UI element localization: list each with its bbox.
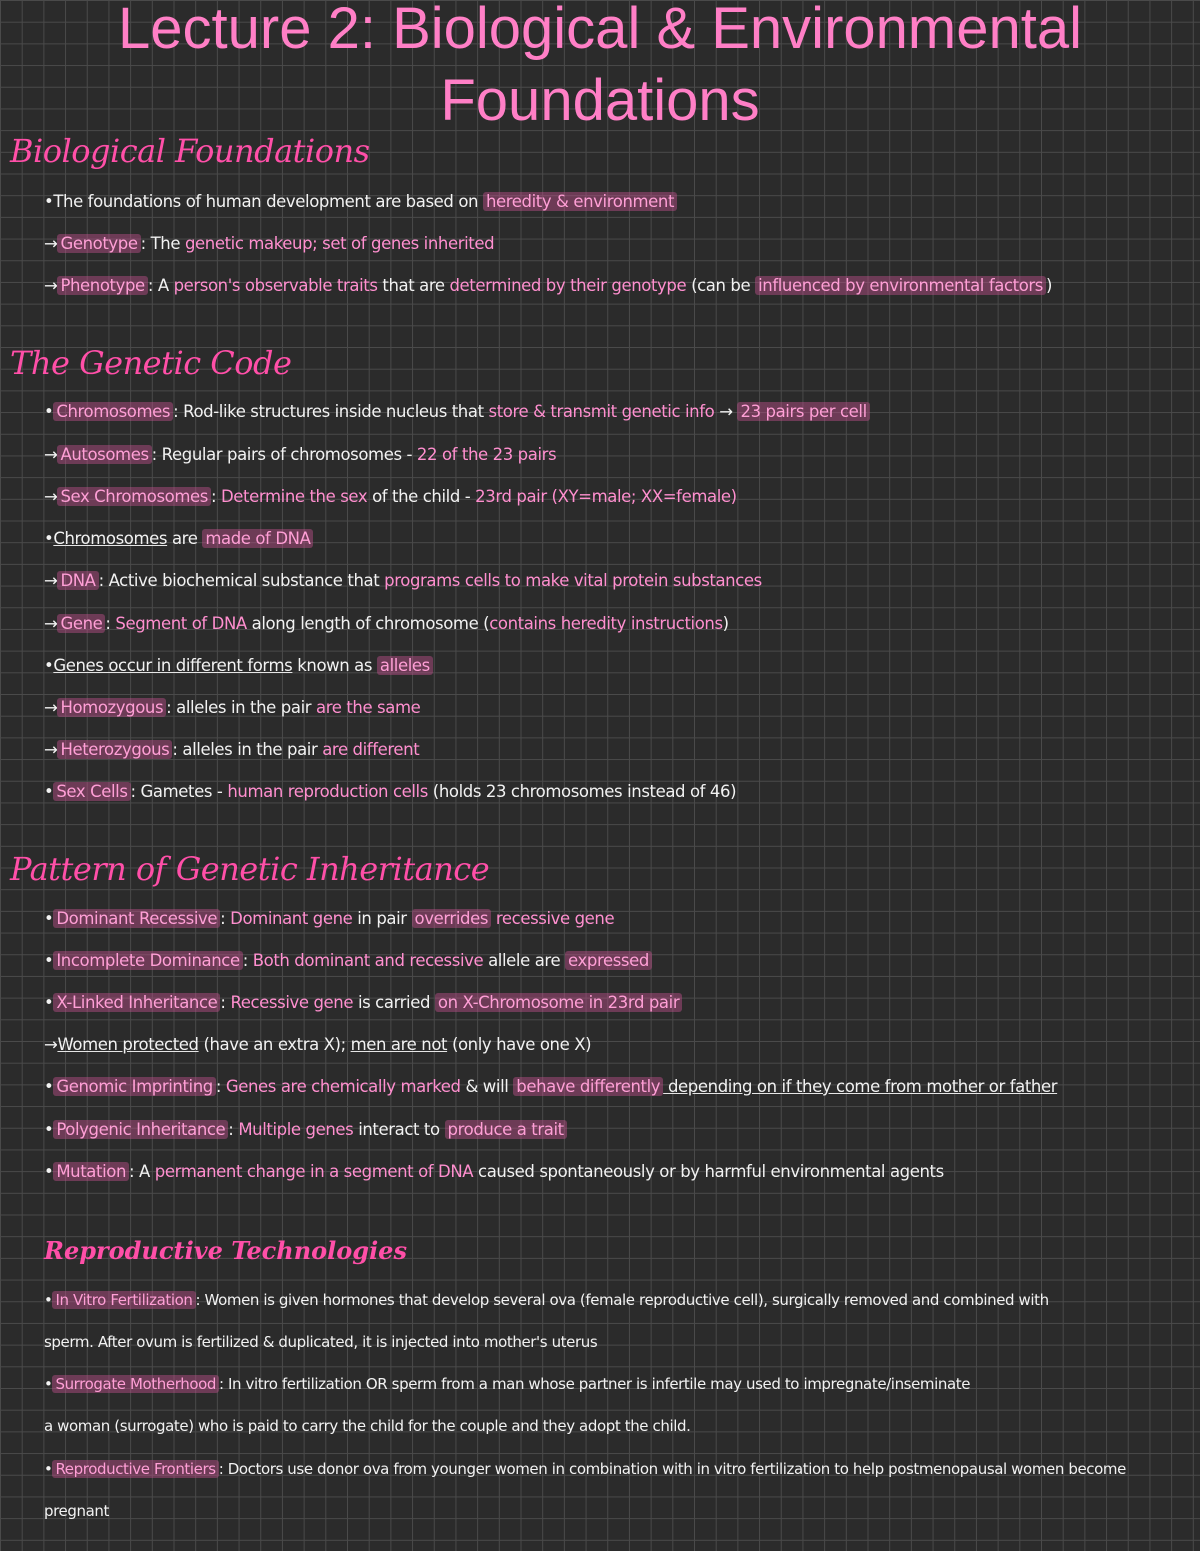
note-text: : A [147, 276, 174, 295]
note-line [44, 696, 1180, 720]
note-text: ) [1045, 276, 1053, 295]
note-emphasis: recessive gene [491, 909, 615, 928]
note-text: & will [460, 1077, 514, 1096]
note-highlight: behave differently [513, 1077, 663, 1096]
note-emphasis: Determine the sex [220, 487, 368, 506]
note-text: : [220, 993, 231, 1012]
note-line [44, 274, 1180, 298]
note-text: : A [129, 1162, 155, 1181]
arrow: → [44, 276, 58, 295]
note-emphasis: store & transmit genetic info [488, 402, 715, 421]
bullet: • [44, 656, 54, 675]
note-highlight: influenced by environmental factors [755, 276, 1046, 295]
arrow: → [44, 234, 58, 253]
term-autosomes: Autosomes [57, 445, 151, 464]
term-heterozygous: Heterozygous [57, 740, 172, 759]
note-text: a woman (surrogate) who is paid to carry the child for the couple and they adopt the child. [44, 1417, 691, 1435]
note-emphasis: contains heredity instructions [489, 614, 723, 633]
note-text: : alleles in the pair [172, 740, 323, 759]
note-text: (can be [686, 276, 756, 295]
note-emphasis: 23rd pair (XY=male; XX=female) [475, 487, 737, 506]
note-underlined: Chromosomes [53, 529, 168, 548]
note-underlined: Genes occur in different forms [53, 656, 293, 675]
section-heading-inheritance: Pattern of Genetic Inheritance [10, 850, 490, 888]
term-ivf: In Vitro Fertilization [52, 1291, 195, 1309]
bullet: • [44, 402, 54, 421]
term-sex-chromosomes: Sex Chromosomes [57, 487, 211, 506]
note-text: pregnant [44, 1502, 109, 1520]
note-emphasis: Recessive gene [230, 993, 354, 1012]
bullet: • [44, 529, 54, 548]
note-line [44, 443, 1180, 467]
term-genomic-imprinting: Genomic Imprinting [53, 1077, 216, 1096]
note-line [44, 1372, 1180, 1396]
note-text: is carried [353, 993, 435, 1012]
note-text: known as [292, 656, 377, 675]
term-reproductive-frontiers: Reproductive Frontiers [52, 1460, 218, 1478]
section-heading-biological: Biological Foundations [10, 132, 370, 170]
note-emphasis: Segment of DNA [115, 614, 247, 633]
term-gene: Gene [57, 614, 105, 633]
note-text: along length of chromosome ( [246, 614, 490, 633]
note-emphasis: 22 of the 23 pairs [416, 445, 557, 464]
note-highlight: produce a trait [445, 1120, 567, 1139]
note-line [44, 190, 1180, 214]
note-emphasis: person's observable traits [173, 276, 378, 295]
note-line [44, 991, 1180, 1015]
note-line [44, 485, 1180, 509]
note-text: : [105, 614, 116, 633]
note-highlight: 23 pairs per cell [737, 402, 869, 421]
note-text: : Gametes - [130, 782, 228, 801]
arrow: → [44, 614, 58, 633]
note-line [44, 527, 1180, 551]
bullet: • [44, 1460, 53, 1478]
note-text: in pair [352, 909, 412, 928]
note-line [44, 1160, 1180, 1184]
note-text: : Women is given hormones that develop several ova (female reproductive cell), surgically removed and combined with [195, 1291, 1049, 1309]
note-underlined: men are not [350, 1035, 448, 1054]
note-emphasis: determined by their genotype [449, 276, 687, 295]
note-text: : [210, 487, 221, 506]
arrow: → [44, 445, 58, 464]
note-emphasis: Dominant gene [230, 909, 353, 928]
note-text: (holds 23 chromosomes instead of 46) [427, 782, 737, 801]
note-line [44, 907, 1180, 931]
note-line [44, 949, 1180, 973]
arrow: → [714, 402, 738, 421]
note-emphasis: programs cells to make vital protein substances [384, 571, 762, 590]
note-text: (have an extra X); [198, 1035, 351, 1054]
note-text: caused spontaneously or by harmful environmental agents [473, 1162, 944, 1181]
bullet: • [44, 951, 54, 970]
note-text: : Rod-like structures inside nucleus that [173, 402, 489, 421]
note-text: : Doctors use donor ova from younger women in combination with in vitro fertilization to help postmenopausal women become [218, 1460, 1126, 1478]
term-polygenic: Polygenic Inheritance [53, 1120, 228, 1139]
note-line [44, 1288, 1180, 1312]
note-text: of the child - [367, 487, 476, 506]
note-emphasis: Both dominant and recessive [252, 951, 484, 970]
arrow: → [44, 698, 58, 717]
note-line [44, 1499, 1180, 1523]
note-emphasis: genetic makeup; set of genes inherited [184, 234, 495, 253]
term-phenotype: Phenotype [57, 276, 147, 295]
note-emphasis: Multiple genes [238, 1120, 354, 1139]
page-title-line2: Foundations [440, 68, 760, 133]
note-text: : alleles in the pair [166, 698, 316, 717]
term-alleles: alleles [377, 656, 433, 675]
arrow: → [44, 740, 58, 759]
note-line [44, 1118, 1180, 1142]
term-dna: DNA [57, 571, 98, 590]
note-line [44, 1033, 1180, 1057]
note-text: are [167, 529, 203, 548]
note-emphasis: Genes are chemically marked [225, 1077, 461, 1096]
section-heading-genetic-code: The Genetic Code [10, 344, 292, 382]
note-highlight: on X-Chromosome in 23rd pair [435, 993, 682, 1012]
note-emphasis: are the same [315, 698, 421, 717]
note-text: : [220, 909, 231, 928]
term-incomplete-dominance: Incomplete Dominance [53, 951, 242, 970]
arrow: → [44, 487, 58, 506]
note-underlined: Women protected [57, 1035, 199, 1054]
note-text: : [215, 1077, 226, 1096]
note-line [44, 738, 1180, 762]
note-line [44, 1075, 1180, 1099]
page-title-line1: Lecture 2: Biological & Environmental [118, 0, 1082, 61]
note-highlight: heredity & environment [483, 192, 677, 211]
bullet: • [44, 1291, 53, 1309]
note-line [44, 232, 1180, 256]
arrow: → [44, 1035, 58, 1054]
bullet: • [44, 1162, 54, 1181]
note-text: sperm. After ovum is fertilized & duplicated, it is injected into mother's uterus [44, 1333, 598, 1351]
note-line [44, 569, 1180, 593]
note-text: allele are [483, 951, 566, 970]
term-sex-cells: Sex Cells [53, 782, 130, 801]
note-text: that are [377, 276, 450, 295]
bullet: • [44, 1375, 53, 1393]
note-underlined: depending on if they come from mother or father [663, 1077, 1058, 1096]
note-line [44, 780, 1180, 804]
note-text: : [228, 1120, 239, 1139]
note-text: (only have one X) [447, 1035, 592, 1054]
note-line [44, 1457, 1180, 1481]
note-line [44, 1330, 1180, 1354]
note-text: : The [140, 234, 185, 253]
note-text: interact to [353, 1120, 445, 1139]
note-text: : In vitro fertilization OR sperm from a man whose partner is infertile may used to impregnate/inseminate [219, 1375, 971, 1393]
note-highlight: overrides [412, 909, 492, 928]
term-dominant-recessive: Dominant Recessive [53, 909, 220, 928]
bullet: • [44, 782, 54, 801]
term-genotype: Genotype [57, 234, 140, 253]
arrow: → [44, 571, 58, 590]
note-emphasis: are different [322, 740, 420, 759]
bullet: • [44, 1077, 54, 1096]
note-highlight: made of DNA [202, 529, 313, 548]
note-line [44, 612, 1180, 636]
term-surrogate: Surrogate Motherhood [52, 1375, 219, 1393]
note-line [44, 400, 1180, 424]
term-x-linked: X-Linked Inheritance [53, 993, 220, 1012]
note-emphasis: human reproduction cells [227, 782, 428, 801]
term-chromosomes: Chromosomes [53, 402, 173, 421]
note-text: : Regular pairs of chromosomes - [151, 445, 417, 464]
note-emphasis: permanent change in a segment of DNA [154, 1162, 474, 1181]
bullet: • [44, 909, 54, 928]
note-text: : [242, 951, 253, 970]
section-heading-reproductive: Reproductive Technologies [44, 1236, 407, 1265]
note-text: ) [722, 614, 729, 633]
note-text: •The foundations of human development are based on [44, 192, 483, 211]
bullet: • [44, 993, 54, 1012]
note-line [44, 654, 1180, 678]
term-mutation: Mutation [53, 1162, 129, 1181]
note-line [44, 1414, 1180, 1438]
term-homozygous: Homozygous [57, 698, 166, 717]
note-text: : Active biochemical substance that [98, 571, 385, 590]
bullet: • [44, 1120, 54, 1139]
note-highlight: expressed [565, 951, 652, 970]
